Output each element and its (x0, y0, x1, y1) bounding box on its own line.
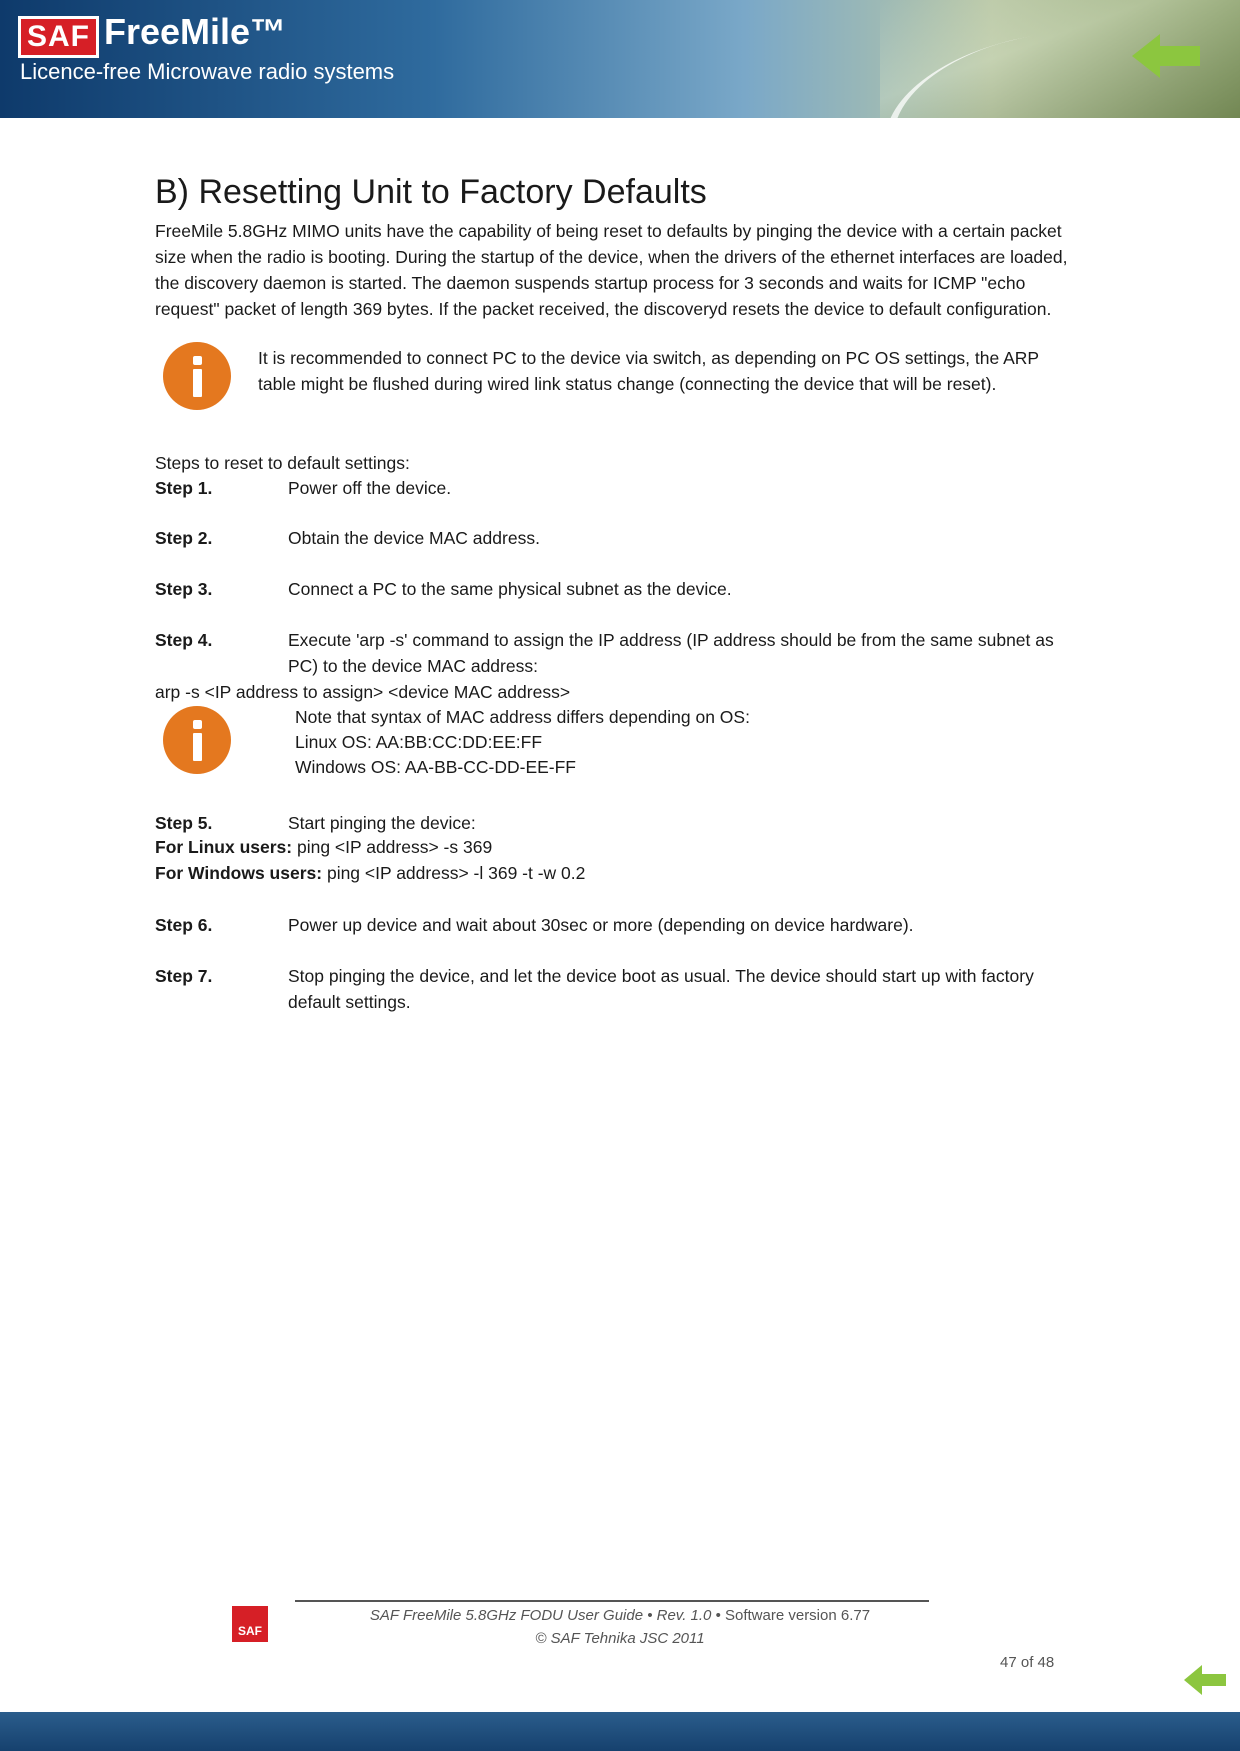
page-title: B) Resetting Unit to Factory Defaults (155, 173, 707, 211)
step-text: Power up device and wait about 30sec or more (depending on device hardware). (288, 915, 914, 935)
step-text: Start pinging the device: (288, 813, 476, 833)
info-icon (163, 706, 231, 774)
step-label: Step 6. (155, 915, 213, 935)
header-tagline: Licence-free Microwave radio systems (20, 59, 395, 84)
note-switch-recommendation: It is recommended to connect PC to the device via switch, as depending on PC OS settings, the ARP table might be flushed during wired link status change (connecting the device that will be reset). (258, 348, 1039, 394)
footer-guide-title: SAF FreeMile 5.8GHz FODU User Guide • Rev. 1.0 • (369, 1607, 725, 1624)
footer-divider (295, 1600, 929, 1602)
arp-command: arp -s <IP address to assign> <device MAC address> (155, 682, 571, 702)
step-label: Step 3. (155, 579, 213, 599)
back-arrow-icon[interactable] (1180, 1660, 1230, 1700)
info-icon (163, 342, 231, 410)
page-number: 47 of 48 (1000, 1654, 1055, 1671)
linux-label: For Linux users: (155, 837, 293, 857)
linux-command (155, 834, 492, 860)
intro-paragraph: FreeMile 5.8GHz MIMO units have the capability of being reset to defaults by pinging the device with a certain packet size when the radio is booting. During the startup of the device, when the drivers of the ethernet interfaces are loaded, the discovery daemon is started. The daemon suspends startup process for 3 seconds and waits for ICMP "echo request" packet of length 369 bytes. If the packet received, the discoveryd resets the device to default configuration. (155, 221, 1068, 319)
step-text: Execute 'arp -s' command to assign the IP address (IP address should be from the same subnet as PC) to the device MAC address: (288, 630, 1054, 676)
step-text: Stop pinging the device, and let the device boot as usual. The device should start up with factory default settings. (288, 966, 1034, 1012)
step-label: Step 5. (155, 813, 213, 833)
footer-guide-info (0, 1605, 1240, 1627)
note-windows-mac: Windows OS: AA-BB-CC-DD-EE-FF (295, 757, 576, 777)
linux-cmd: ping <IP address> -s 369 (292, 837, 493, 857)
step-text: Connect a PC to the same physical subnet as the device. (288, 579, 732, 599)
saf-logo: SAF (18, 16, 99, 58)
step-label: Step 2. (155, 528, 213, 548)
footer-saf-logo: SAF (232, 1606, 268, 1642)
steps-intro: Steps to reset to default settings: (155, 453, 410, 473)
step-text: Power off the device. (288, 478, 452, 498)
freemile-logo-text: FreeMile™ (104, 11, 287, 52)
step-label: Step 1. (155, 478, 213, 498)
header-banner (0, 0, 1240, 118)
windows-command (155, 860, 585, 886)
note-line: Note that syntax of MAC address differs depending on OS: (295, 707, 750, 727)
windows-label: For Windows users: (155, 863, 323, 883)
footer-copyright: © SAF Tehnika JSC 2011 (535, 1630, 705, 1647)
step-label: Step 7. (155, 966, 213, 986)
windows-cmd: ping <IP address> -l 369 -t -w 0.2 (322, 863, 586, 883)
footer-band (0, 1712, 1240, 1751)
footer-software-version: Software version 6.77 (724, 1607, 871, 1624)
note-mac-syntax (295, 704, 750, 779)
note-linux-mac: Linux OS: AA:BB:CC:DD:EE:FF (295, 732, 543, 752)
back-arrow-icon[interactable] (1126, 26, 1206, 86)
step-label: Step 4. (155, 630, 213, 650)
step-text: Obtain the device MAC address. (288, 528, 540, 548)
